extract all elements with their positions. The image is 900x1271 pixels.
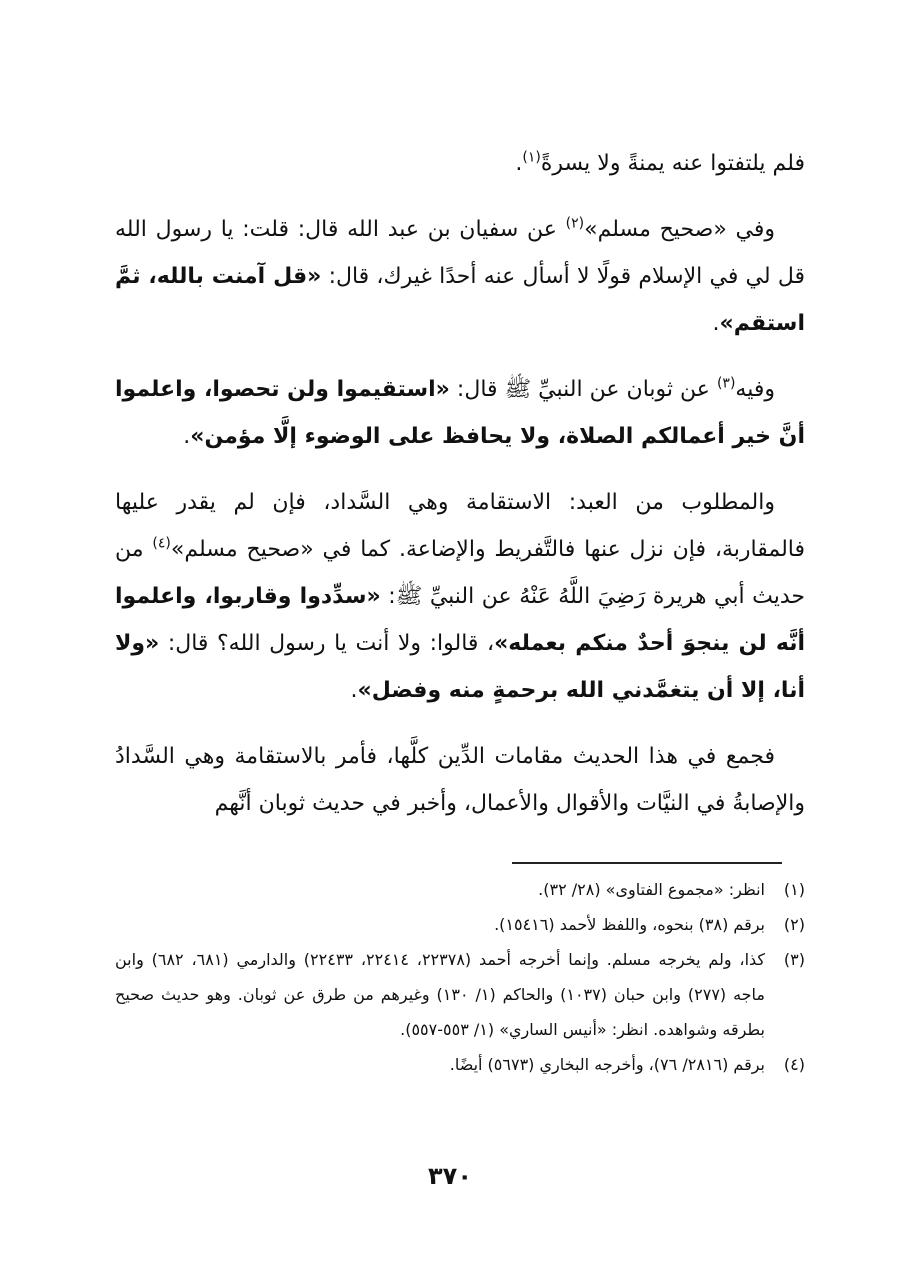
paragraph-5 bbox=[115, 733, 805, 827]
footnote-ref-4: (٤) bbox=[152, 535, 171, 552]
paragraph-4 bbox=[115, 479, 805, 714]
paragraph-3 bbox=[115, 366, 805, 460]
text-run: . bbox=[350, 678, 358, 703]
paragraph-1 bbox=[115, 140, 805, 187]
footnote-text: برقم (٣٨) بنحوه، واللفظ لأحمد (١٥٤١٦). bbox=[494, 915, 765, 934]
footnotes bbox=[115, 872, 805, 1082]
footnote-3 bbox=[115, 942, 805, 1047]
text-run: والمطلوب من العبد: الاستقامة وهي السَّداد، فإن لم يقدر عليها فالمقاربة، فإن نزل عنها فالتَّفريط والإضاعة. كما في «صحيح مسلم» bbox=[115, 490, 805, 562]
footnote-divider bbox=[512, 862, 782, 864]
text-run: فلم يلتفتوا عنه يمنةً ولا يسرةً bbox=[540, 151, 805, 176]
text-run: وفي «صحيح مسلم» bbox=[584, 217, 775, 242]
footnote-text: برقم (٢٨١٦/ ٧٦)، وأخرجه البخاري (٥٦٧٣) أيضًا. bbox=[449, 1055, 765, 1074]
hadith-quote: «استقيموا ولن تحصوا، واعلموا أنَّ خير أعمالكم الصلاة، ولا يحافظ على الوضوء إلَّا مؤمن» bbox=[115, 377, 805, 449]
hadith-quote: «ولا أنا، إلا أن يتغمَّدني الله برحمةٍ منه وفضل» bbox=[115, 631, 805, 703]
footnote-ref-3: (٣) bbox=[716, 375, 736, 392]
footnote-1 bbox=[115, 872, 805, 907]
text-run: عن سفيان بن عبد الله قال: قلت: يا رسول الله قل لي في الإسلام قولًا لا أسأل عنه أحدًا غيرك، قال: bbox=[115, 217, 805, 289]
text-run: ، قالوا: ولا أنت يا رسول الله؟ قال: bbox=[159, 631, 495, 656]
text-run: . bbox=[712, 311, 720, 336]
footnote-text: كذا، ولم يخرجه مسلم. وإنما أخرجه أحمد (٢٢٣٧٨، ٢٢٤١٤، ٢٢٤٣٣) والدارمي (٦٨١، ٦٨٢) وابن ماجه (٢٧٧) وابن حبان (١٠٣٧) والحاكم (١/ ١٣٠) وغيرهم من طرق عن ثوبان. وهو حديث صحيح بطرقه وشواهده. انظر: «أنيس الساري» (١/ ٥٥٣-٥٥٧). bbox=[115, 950, 766, 1039]
page-number: ٣٧٠ bbox=[428, 1162, 472, 1190]
text-run: فجمع في هذا الحديث مقامات الدِّين كلَّها، فأمر بالاستقامة وهي السَّدادُ والإصابةُ في النيَّات والأقوال والأعمال، وأخبر في حديث ثوبان أنَّهم bbox=[115, 744, 805, 816]
paragraph-2 bbox=[115, 206, 805, 347]
hadith-quote: «قل آمنت بالله، ثمَّ استقم» bbox=[115, 264, 805, 336]
text-run: . bbox=[183, 424, 191, 449]
text-run: من حديث أبي هريرة رَضِيَ اللَّهُ عَنْهُ عن النبيِّ ﷺ: bbox=[115, 537, 805, 609]
text-run: وفيه bbox=[735, 377, 775, 402]
text-run: عن ثوبان عن النبيِّ ﷺ قال: bbox=[449, 377, 717, 402]
hadith-quote: «سدِّدوا وقاربوا، واعلموا أنَّه لن ينجوَ أحدٌ منكم بعمله» bbox=[115, 584, 805, 656]
footnote-number: (٤) bbox=[783, 1055, 805, 1074]
footnote-ref-2: (٢) bbox=[565, 215, 585, 232]
text-run: . bbox=[515, 151, 523, 176]
footnote-text: انظر: «مجموع الفتاوى» (٢٨/ ٣٢). bbox=[538, 880, 765, 899]
footnote-2 bbox=[115, 907, 805, 942]
footnote-4 bbox=[115, 1047, 805, 1082]
footnote-number: (٢) bbox=[783, 915, 805, 934]
footnote-ref-1: (١) bbox=[522, 149, 541, 166]
footnote-number: (١) bbox=[783, 880, 805, 899]
footnote-number: (٣) bbox=[783, 950, 805, 969]
main-text bbox=[115, 140, 805, 846]
